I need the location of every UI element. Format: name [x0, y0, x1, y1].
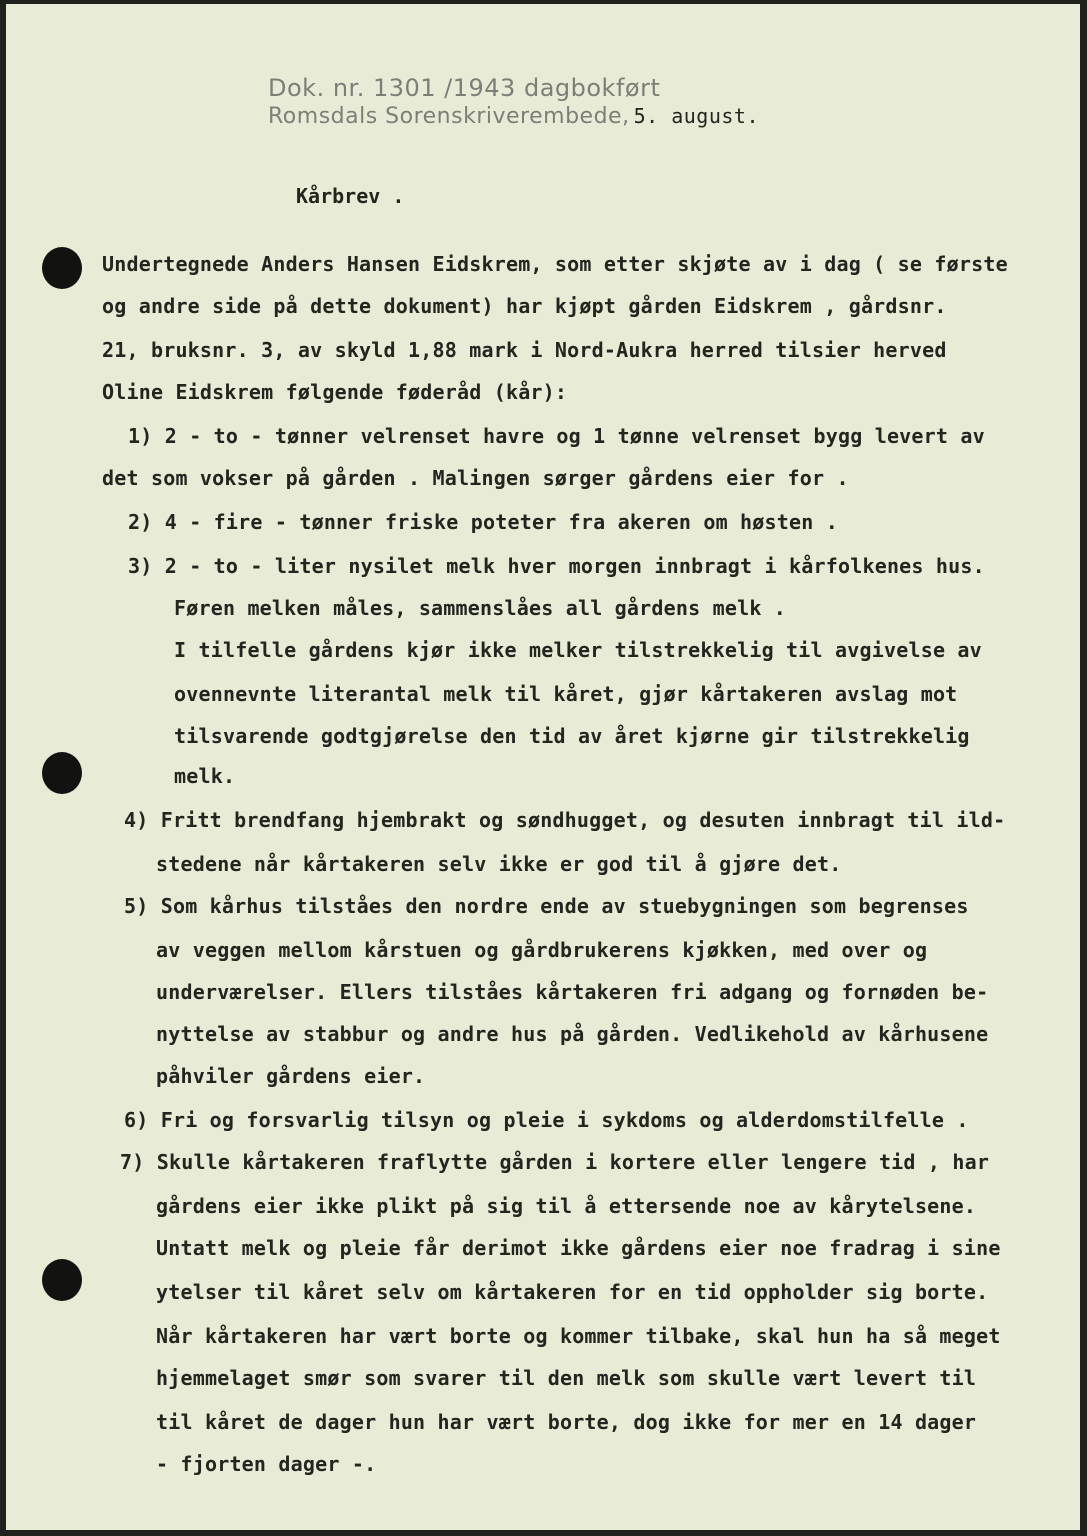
text-line: 5) Som kårhus tilståes den nordre ende av stuebygningen som begrenses — [124, 894, 969, 918]
document-title: Kårbrev . — [296, 184, 405, 208]
text-line: gårdens eier ikke plikt på sig til å ettersende noe av kårytelsene. — [156, 1194, 977, 1218]
text-line: I tilfelle gårdens kjør ikke melker tilstrekkelig til avgivelse av — [174, 638, 982, 662]
stamp-office: Romsdals Sorenskriverembede, — [268, 104, 630, 129]
text-line: Føren melken måles, sammenslåes all gårdens melk . — [174, 596, 787, 620]
text-line: 4) Fritt brendfang hjembrakt og søndhugget, og desuten innbragt til ild- — [124, 808, 1006, 832]
text-line: og andre side på dette dokument) har kjøpt gården Eidskrem , gårdsnr. — [102, 294, 947, 318]
punch-hole — [42, 247, 82, 289]
text-line: ovennevnte literantal melk til kåret, gjør kårtakeren avslag mot — [174, 682, 958, 706]
text-line: 2) 4 - fire - tønner friske poteter fra akeren om høsten . — [128, 510, 838, 534]
text-line: - fjorten dager -. — [156, 1452, 377, 1476]
text-line: av veggen mellom kårstuen og gårdbrukerens kjøkken, med over og — [156, 938, 928, 962]
text-line: hjemmelaget smør som svarer til den melk som skulle vært levert til — [156, 1366, 977, 1390]
stamp-line-1: Dok. nr. 1301 /1943 dagbokført — [268, 74, 661, 102]
text-line: stedene når kårtakeren selv ikke er god til å gjøre det. — [156, 852, 842, 876]
punch-hole — [42, 752, 82, 794]
text-line: 3) 2 - to - liter nysilet melk hver morgen innbragt i kårfolkenes hus. — [128, 554, 985, 578]
document-page — [6, 4, 1080, 1530]
text-line: 1) 2 - to - tønner velrenset havre og 1 tønne velrenset bygg levert av — [128, 424, 985, 448]
text-line: tilsvarende godtgjørelse den tid av året kjørne gir tilstrekkelig — [174, 724, 970, 748]
text-line: 21, bruksnr. 3, av skyld 1,88 mark i Nord-Aukra herred tilsier herved — [102, 338, 947, 362]
text-line: 6) Fri og forsvarlig tilsyn og pleie i sykdoms og alderdomstilfelle . — [124, 1108, 969, 1132]
text-line: Oline Eidskrem følgende føderåd (kår): — [102, 380, 568, 404]
text-line: Untatt melk og pleie får derimot ikke gårdens eier noe fradrag i sine — [156, 1236, 1001, 1260]
text-line: til kåret de dager hun har vært borte, dog ikke for mer en 14 dager — [156, 1410, 977, 1434]
text-line: Når kårtakeren har vært borte og kommer tilbake, skal hun ha så meget — [156, 1324, 1001, 1348]
punch-hole — [42, 1259, 82, 1301]
stamp-line-2 — [268, 104, 759, 129]
text-line: 7) Skulle kårtakeren fraflytte gården i kortere eller lengere tid , har — [120, 1150, 990, 1174]
text-line: melk. — [174, 764, 236, 788]
text-line: Undertegnede Anders Hansen Eidskrem, som etter skjøte av i dag ( se første — [102, 252, 1008, 276]
text-line: nyttelse av stabbur og andre hus på gården. Vedlikehold av kårhusene — [156, 1022, 989, 1046]
stamp-date: 5. august. — [633, 104, 759, 128]
text-line: underværelser. Ellers tilståes kårtakeren fri adgang og fornøden be- — [156, 980, 989, 1004]
text-line: det som vokser på gården . Malingen sørger gårdens eier for . — [102, 466, 849, 490]
text-line: ytelser til kåret selv om kårtakeren for en tid oppholder sig borte. — [156, 1280, 989, 1304]
text-line: påhviler gårdens eier. — [156, 1064, 426, 1088]
